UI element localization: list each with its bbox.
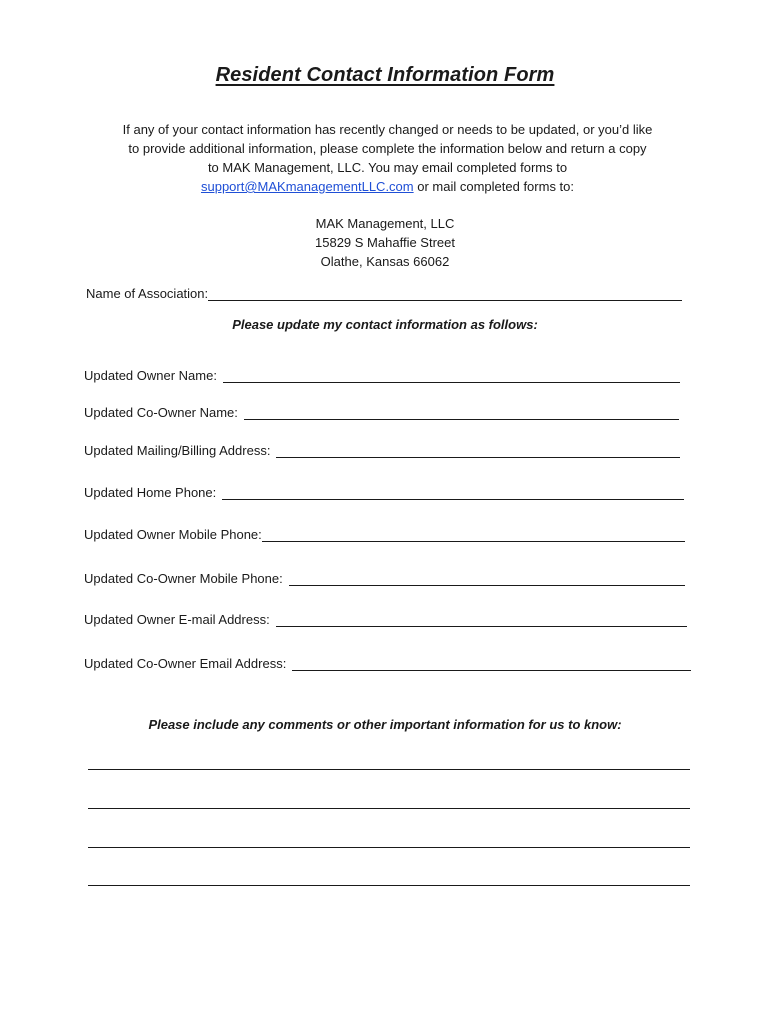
coowner-name-row xyxy=(84,405,679,421)
owner-name-label: Updated Owner Name: xyxy=(84,368,217,383)
home-phone-row xyxy=(84,485,684,501)
owner-mobile-label: Updated Owner Mobile Phone: xyxy=(84,527,262,542)
coowner-email-label: Updated Co-Owner Email Address: xyxy=(84,656,287,671)
coowner-mobile-row xyxy=(84,571,685,587)
owner-name-blank[interactable] xyxy=(223,368,680,383)
address-street: 15829 S Mahaffie Street xyxy=(315,235,455,250)
association-blank[interactable] xyxy=(208,286,682,301)
mailing-address-row xyxy=(84,443,680,459)
comment-line-4[interactable] xyxy=(88,885,690,886)
intro-line-4-suffix: or mail completed forms to: xyxy=(413,179,575,194)
support-email-link[interactable]: support@MAKmanagementLLC.com xyxy=(200,179,414,194)
mailing-address-block xyxy=(0,214,770,271)
coowner-mobile-blank[interactable] xyxy=(289,571,685,586)
comment-line-1[interactable] xyxy=(88,769,690,770)
home-phone-blank[interactable] xyxy=(222,485,684,500)
coowner-mobile-label: Updated Co-Owner Mobile Phone: xyxy=(84,571,283,586)
owner-mobile-row xyxy=(84,527,685,543)
comments-heading: Please include any comments or other important information for us to know: xyxy=(148,717,622,732)
intro-line-4 xyxy=(95,177,680,196)
intro-paragraph xyxy=(95,120,680,196)
coowner-email-blank[interactable] xyxy=(292,656,691,671)
address-company: MAK Management, LLC xyxy=(315,216,455,231)
owner-email-blank[interactable] xyxy=(276,612,687,627)
mailing-address-label: Updated Mailing/Billing Address: xyxy=(84,443,271,458)
intro-line-2: to provide additional information, please complete the information below and return a copy xyxy=(128,141,647,156)
coowner-name-label: Updated Co-Owner Name: xyxy=(84,405,238,420)
owner-email-row xyxy=(84,612,687,628)
update-heading: Please update my contact information as follows: xyxy=(232,317,538,332)
intro-line-3: to MAK Management, LLC. You may email completed forms to xyxy=(207,160,568,175)
comment-line-2[interactable] xyxy=(88,808,690,809)
comment-line-3[interactable] xyxy=(88,847,690,848)
form-title: Resident Contact Information Form xyxy=(215,64,555,86)
owner-mobile-blank[interactable] xyxy=(262,527,685,542)
association-label: Name of Association: xyxy=(86,286,209,301)
owner-name-row xyxy=(84,368,680,384)
intro-line-1: If any of your contact information has recently changed or needs to be updated, or you’d like xyxy=(122,122,653,137)
home-phone-label: Updated Home Phone: xyxy=(84,485,217,500)
association-field-row xyxy=(86,286,682,302)
coowner-email-row xyxy=(84,656,691,672)
coowner-name-blank[interactable] xyxy=(244,405,679,420)
mailing-address-blank[interactable] xyxy=(276,443,680,458)
owner-email-label: Updated Owner E-mail Address: xyxy=(84,612,270,627)
address-city-state-zip: Olathe, Kansas 66062 xyxy=(320,254,450,269)
